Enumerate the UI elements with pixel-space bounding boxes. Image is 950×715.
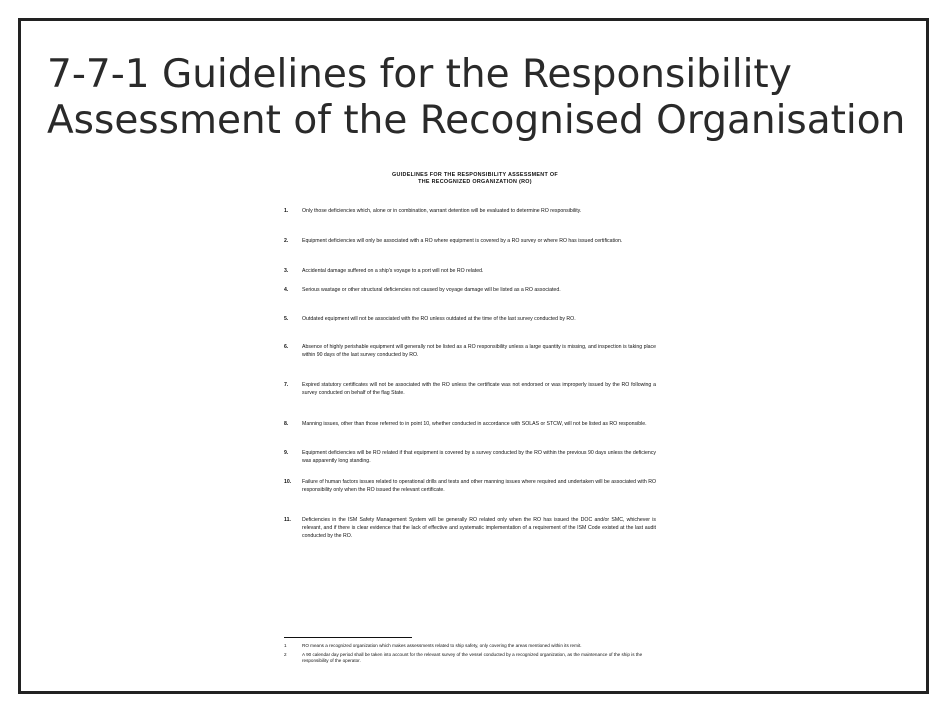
guideline-text: Equipment deficiencies will only be associated with a RO where equipment is covered by a RO survey or where RO has issued certification. <box>302 238 623 244</box>
guideline-item <box>284 420 656 428</box>
document-heading <box>294 172 656 186</box>
guideline-number: 11. <box>284 517 291 523</box>
guideline-item <box>284 286 656 294</box>
slide-title-line-2: Assessment of the Recognised Organisation <box>47 98 906 143</box>
guideline-number: 8. <box>284 421 289 427</box>
guideline-number: 3. <box>284 268 289 274</box>
document-heading-line-2: THE RECOGNIZED ORGANIZATION (RO) <box>418 179 532 185</box>
guideline-number: 1. <box>284 208 289 214</box>
guideline-item <box>284 237 656 245</box>
guidelines-document <box>284 172 656 682</box>
footnote-mark: 1 <box>284 643 287 648</box>
guideline-item <box>284 449 656 465</box>
guideline-item <box>284 381 656 397</box>
slide-title-line-1: 7-7-1 Guidelines for the Responsibility <box>47 52 792 97</box>
footnote-text: A 90 calendar day period shall be taken into account for the relevant survey of the vessel conducted by a recognized organization, as the maintenance of the ship is the responsibility of the operator. <box>302 652 643 663</box>
guideline-text: Deficiencies in the ISM Safety Management System will be generally RO related only when the RO has issued the DOC and/or SMC, whichever is relevant, and if there is clear evidence that the lack of effective and systematic implementation of a requirement of the ISM Code existed at the last audit conducted by the RO. <box>302 517 656 540</box>
guideline-number: 10. <box>284 479 292 485</box>
guideline-number: 6. <box>284 344 289 350</box>
guideline-text: Outdated equipment will not be associated with the RO unless outdated at the time of the last survey conducted by RO. <box>302 316 576 322</box>
guideline-text: Absence of highly perishable equipment will generally not be listed as a RO responsibility unless a large quantity is missing, and inspection is taking place within 90 days of the last survey conducted by RO. <box>302 344 656 359</box>
guideline-text: Expired statutory certificates will not be associated with the RO unless the certificate was not endorsed or was improperly issued by the RO following a survey conducted on behalf of the flag State. <box>302 382 656 397</box>
guideline-text: Failure of human factors issues related to operational drills and tests and other manning issues where required and undertaken will be associated with RO responsibility only when the RO issued the relevant certificate. <box>302 479 656 494</box>
guideline-text: Equipment deficiencies will be RO related if that equipment is covered by a survey conducted by the RO within the previous 90 days unless the deficiency was apparently long standing. <box>302 450 656 465</box>
guideline-text: Only those deficiencies which, alone or in combination, warrant detention will be evaluated to determine RO responsibility. <box>302 208 582 214</box>
slide-title <box>47 52 907 144</box>
guideline-number: 7. <box>284 382 289 388</box>
guideline-number: 4. <box>284 287 289 293</box>
footnote-mark: 2 <box>284 652 287 657</box>
footnote-divider <box>284 637 412 638</box>
guideline-number: 2. <box>284 238 289 244</box>
footnote <box>284 652 656 664</box>
guideline-item <box>284 315 656 323</box>
guideline-item <box>284 516 656 541</box>
guideline-text: Serious wastage or other structural deficiencies not caused by voyage damage will be listed as a RO associated. <box>302 287 561 293</box>
footnote-text: RO means a recognized organization which makes assessments related to ship safety, only covering the areas mentioned within its remit. <box>302 643 582 648</box>
guideline-item <box>284 267 656 275</box>
guideline-text: Accidental damage suffered on a ship's voyage to a port will not be RO related. <box>302 268 484 274</box>
guideline-text: Manning issues, other than those referred to in point 10, whether conducted in accordance with SOLAS or STCW, will not be listed as RO responsible. <box>302 421 647 427</box>
document-heading-line-1: GUIDELINES FOR THE RESPONSIBILITY ASSESSMENT OF <box>392 172 558 178</box>
footnote <box>284 643 656 649</box>
guideline-item <box>284 478 656 494</box>
guideline-item <box>284 207 656 215</box>
guideline-item <box>284 343 656 359</box>
guideline-number: 9. <box>284 450 289 456</box>
guideline-number: 5. <box>284 316 289 322</box>
footnotes <box>284 643 656 667</box>
